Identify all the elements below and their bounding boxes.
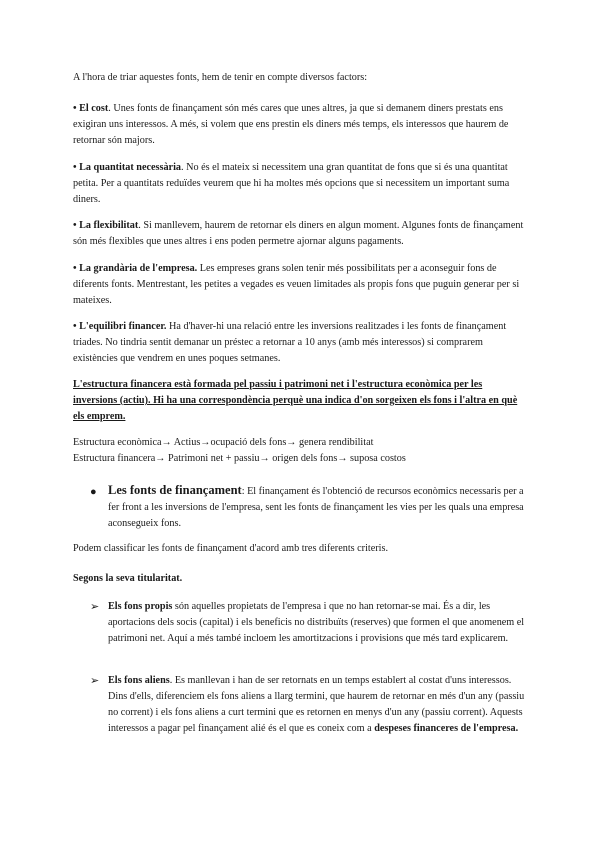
intro-text: A l'hora de triar aquestes fonts, hem de tenir en compte diversos factors: <box>73 72 368 83</box>
sub-item-external-funds <box>108 673 526 737</box>
bullet-icon: ● <box>90 486 97 498</box>
factor-flexibility <box>73 218 528 250</box>
arrow-bullet-icon: ➢ <box>90 601 100 613</box>
factor-cost <box>73 101 528 149</box>
sub-item-text: . Es manllevan i han de ser retornats en un temps establert al costat d'uns interessos. Dins d'ells, diferenciem els fons aliens a llarg termini, que haurem de retornar en més d'un any (passiu no corrent) i els fons aliens a curt termini que es retornen en menys d'un any (passiu corrent). Aquests interessos a pagar pel finançament alié és el que es coneix com a <box>108 675 525 734</box>
factor-text: . Si manllevem, haurem de retornar els diners en algun moment. Algunes fonts de finançament són més flexibles que unes altres i ens poden permetre ajornar alguns pagaments. <box>73 220 524 247</box>
factor-term: • L'equilibri financer. <box>73 321 167 332</box>
factor-size <box>73 261 528 309</box>
sub-item-term: Els fons propis <box>108 601 173 612</box>
classify-text: Podem classificar les fonts de finançament d'acord amb tres diferents criteris. <box>73 543 388 554</box>
fonts-term: Les fonts de finançament <box>108 483 242 497</box>
factor-term: • La flexibilitat <box>73 220 139 231</box>
factor-balance <box>73 319 528 367</box>
structure-line-economic: Estructura econòmica→ Actius→ocupació dels fons→ genera rendibilitat <box>73 437 374 448</box>
factor-term: • La grandària de l'empresa. <box>73 263 198 274</box>
fonts-item <box>108 482 526 532</box>
factor-text: . No és el mateix si necessitem una gran quantitat de fons que si és una quantitat petita. Per a quantitats reduïdes veurem que hi ha moltes més opcions que si necessitem un important suma diners. <box>73 162 510 205</box>
factor-text: Les empreses grans solen tenir més possibilitats per a aconseguir fons de diferents fonts. Mentrestant, les petites a vegades es veuen limitades als propis fons que puguin generar per si mateixes. <box>73 263 520 306</box>
factor-term: • El cost <box>73 103 109 114</box>
structure-statement: L'estructura financera està formada pel passiu i patrimoni net i l'estructura econòmica per les inversions (actiu). Hi ha una correspondència perquè una indica d'on sorgeixen els fons i l'altra en què els emprem. <box>73 379 518 422</box>
arrow-bullet-icon: ➢ <box>90 675 100 687</box>
factor-term: • La quantitat necessària <box>73 162 181 173</box>
factor-quantity <box>73 160 528 208</box>
factor-text: . Unes fonts de finançament són més cares que unes altres, ja que si demanem diners prestats ens exigiran uns interessos. A més, si volem que ens prestin els diners més temps, els interessos que haurem de retornar són majors. <box>73 103 509 146</box>
sub-item-term: Els fons aliens <box>108 675 170 686</box>
factor-text: Ha d'haver-hi una relació entre les inversions realitzades i les fonts de finançament triades. No tindria sentit demanar un préstec a retornar a 10 anys (amb més interessos) si comprarem existències que vendrem en unes poques setmanes. <box>73 321 507 364</box>
sub-item-tail: despeses financeres de l'empresa. <box>374 723 519 734</box>
criterion-heading: Segons la seva titularitat. <box>73 573 183 584</box>
sub-item-text: són aquelles propietats de l'empresa i que no han retornar-se mai. És a dir, les aportacions dels socis (capital) i els beneficis no distribuïts (reserves) que formen el que anomenem el patrimoni net. Aquí a més també incloem les amortitzacions i provisions que més tard explicarem. <box>108 601 525 644</box>
sub-item-own-funds <box>108 599 526 647</box>
structure-line-financial: Estructura financera→ Patrimoni net + passiu→ origen dels fons→ suposa costos <box>73 453 406 464</box>
fonts-text: : El finançament és l'obtenció de recursos econòmics necessaris per a fer front a les inversions de l'empresa, sent les fonts de finançament les vies per les quals una empresa aconsegueix fons. <box>108 486 524 529</box>
